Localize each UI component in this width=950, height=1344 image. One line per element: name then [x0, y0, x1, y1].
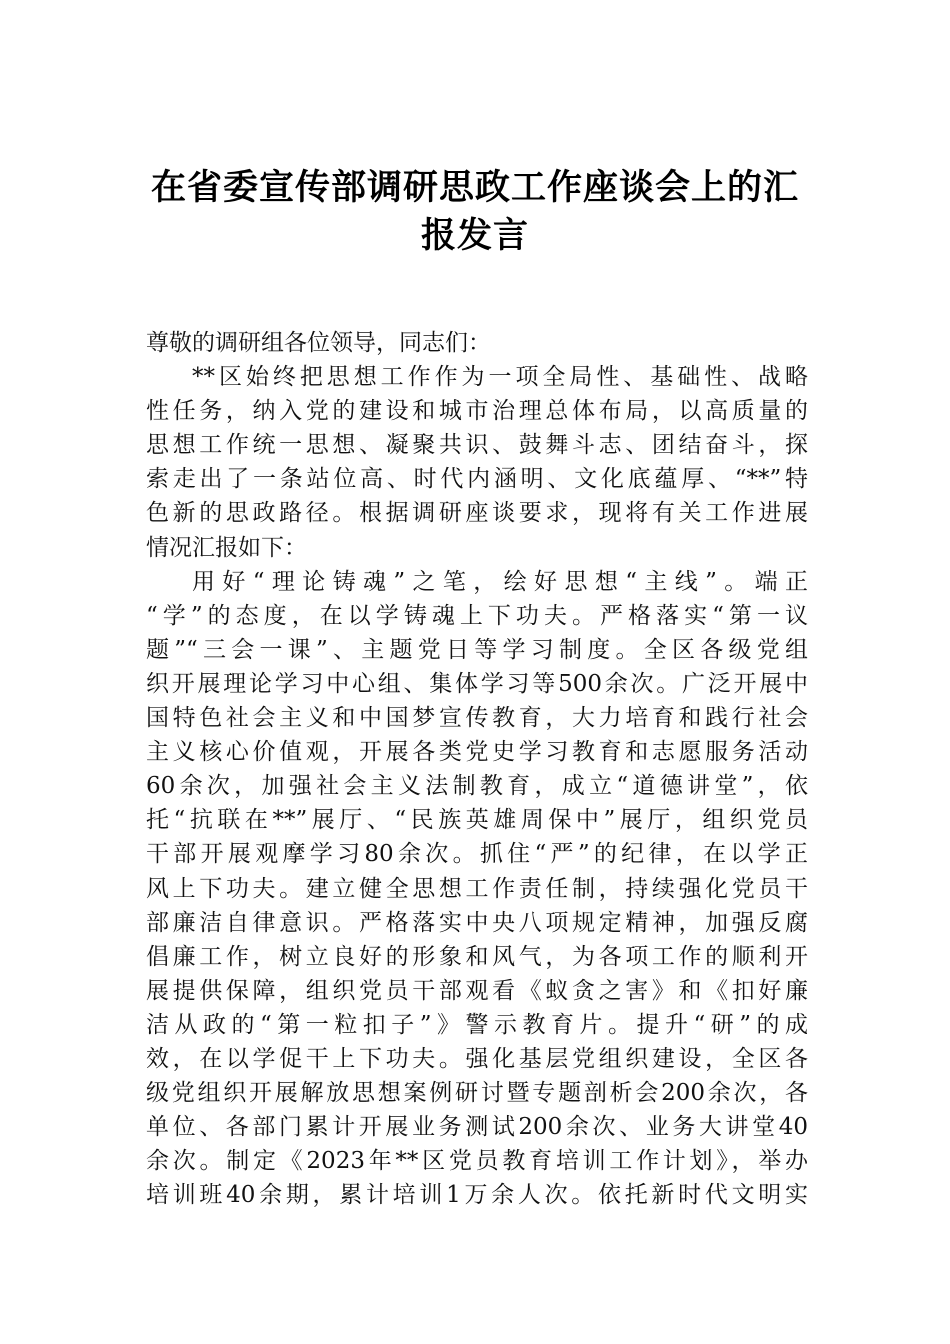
body-line: 索走出了一条站位高、时代内涵明、文化底蕴厚、“**”特 — [146, 466, 808, 493]
body-line: 主义核心价值观，开展各类党史学习教育和志愿服务活动 — [146, 739, 808, 766]
body-line: 级党组织开展解放思想案例研讨暨专题剖析会200余次，各 — [146, 1080, 808, 1107]
body-line: 题”“三会一课”、主题党日等学习制度。全区各级党组 — [146, 636, 808, 663]
body-line: 风上下功夫。建立健全思想工作责任制，持续强化党员干 — [146, 875, 808, 902]
body-line: 性任务，纳入党的建设和城市治理总体布局，以高质量的 — [146, 398, 808, 425]
salutation-line: 尊敬的调研组各位领导，同志们： — [146, 330, 491, 356]
body-line: 单位、各部门累计开展业务测试200余次、业务大讲堂40 — [146, 1114, 808, 1141]
body-line: 效，在以学促干上下功夫。强化基层党组织建设，全区各 — [146, 1045, 808, 1072]
body-line: 情况汇报如下： — [146, 534, 307, 561]
body-line: 国特色社会主义和中国梦宣传教育，大力培育和践行社会 — [146, 705, 808, 732]
body-line: 60余次，加强社会主义法制教育，成立“道德讲堂”，依 — [146, 773, 808, 800]
body-line: 用好“理论铸魂”之笔，绘好思想“主线”。端正 — [192, 568, 808, 595]
body-line: 织开展理论学习中心组、集体学习等500余次。广泛开展中 — [146, 670, 808, 697]
body-line: 洁从政的“第一粒扣子”》警示教育片。提升“研”的成 — [146, 1011, 808, 1038]
body-line: 部廉洁自律意识。严格落实中央八项规定精神，加强反腐 — [146, 909, 808, 936]
body-line: 余次。制定《2023年**区党员教育培训工作计划》，举办 — [146, 1148, 808, 1175]
body-line: “学”的态度，在以学铸魂上下功夫。严格落实“第一议 — [146, 602, 808, 629]
body-line: 干部开展观摩学习80余次。抓住“严”的纪律，在以学正 — [146, 841, 808, 868]
body-line: 展提供保障，组织党员干部观看《蚁贪之害》和《扣好廉 — [146, 977, 808, 1004]
body-line: 倡廉工作，树立良好的形象和风气，为各项工作的顺利开 — [146, 943, 808, 970]
document-title-line-2: 报发言 — [420, 215, 529, 256]
body-line: 托“抗联在**”展厅、“民族英雄周保中”展厅，组织党员 — [146, 807, 808, 834]
body-line: **区始终把思想工作作为一项全局性、基础性、战略 — [192, 364, 808, 391]
body-line: 思想工作统一思想、凝聚共识、鼓舞斗志、团结奋斗，探 — [146, 432, 808, 459]
body-line: 培训班40余期，累计培训1万余人次。依托新时代文明实 — [146, 1182, 808, 1209]
document-body — [146, 326, 808, 1212]
document-title-line-1: 在省委宣传部调研思政工作座谈会上的汇 — [150, 167, 799, 208]
body-line: 色新的思政路径。根据调研座谈要求，现将有关工作进展 — [146, 500, 808, 527]
